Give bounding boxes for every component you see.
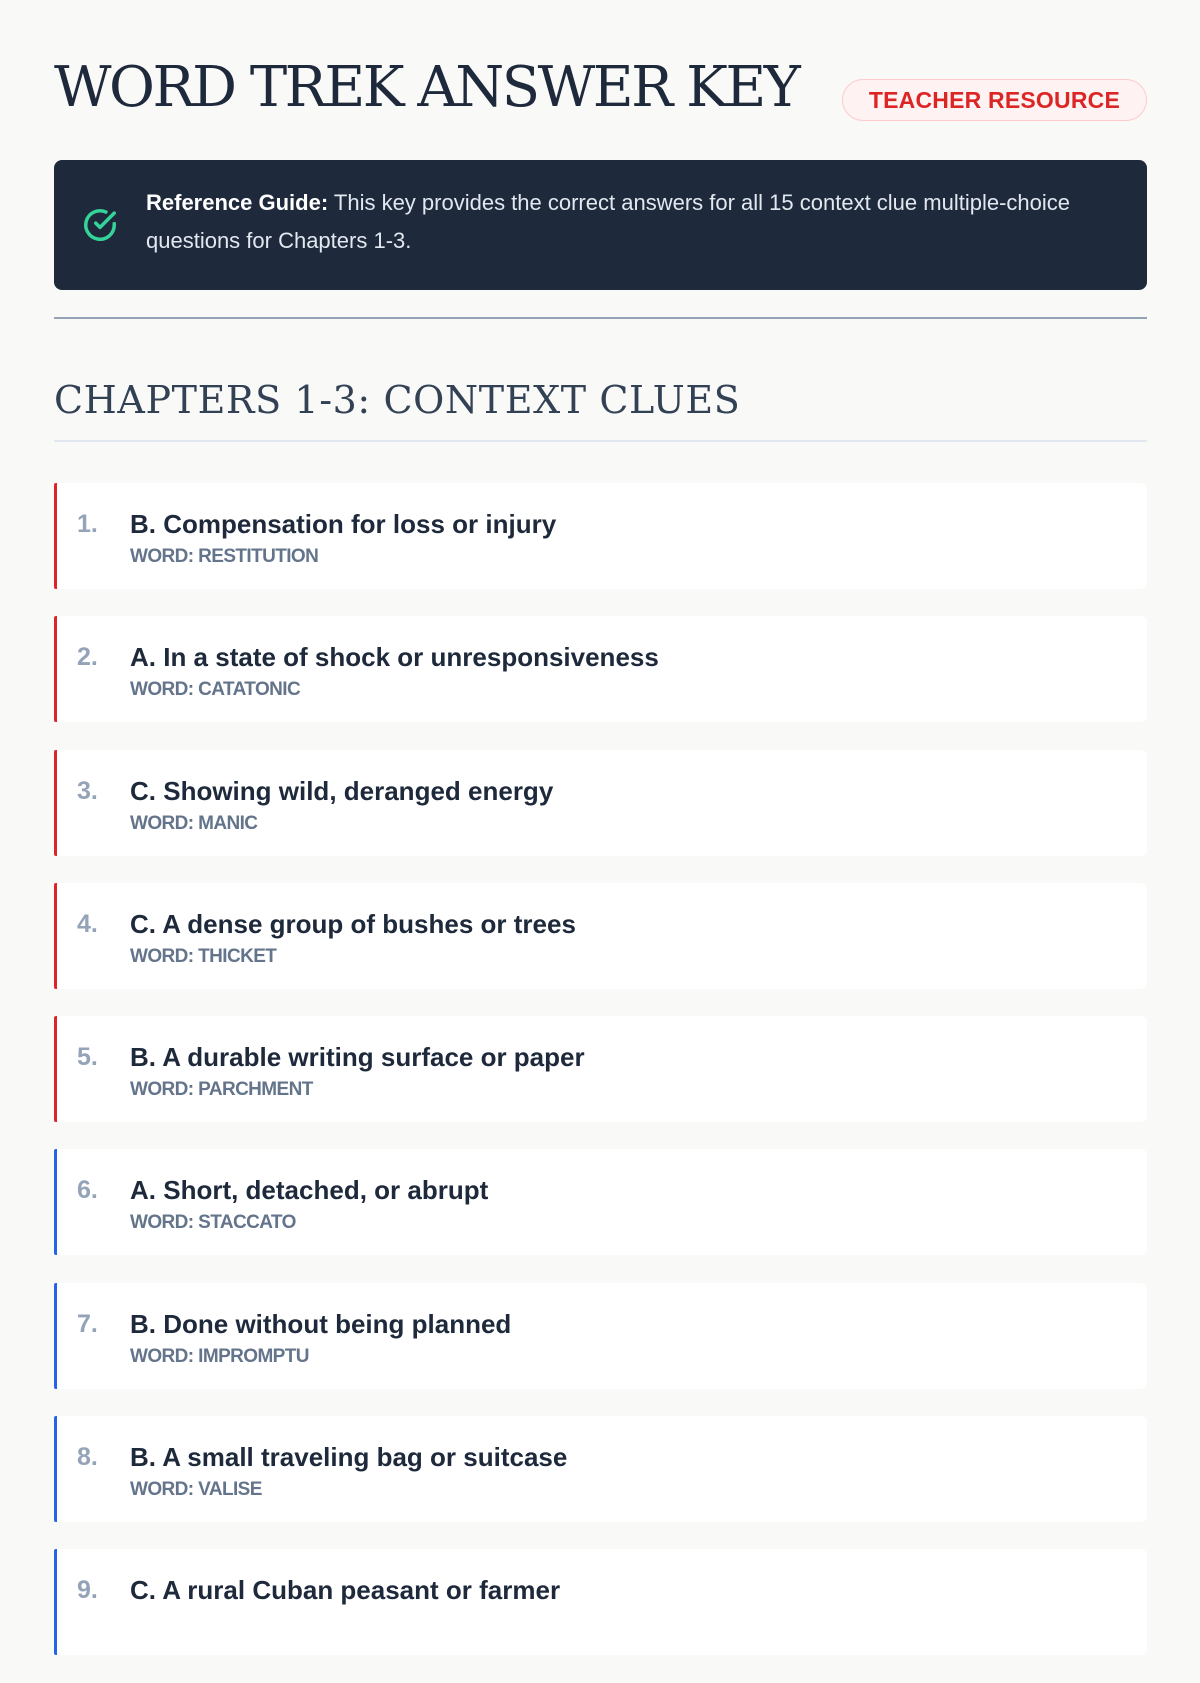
answer-item — [54, 1549, 1147, 1655]
answer-number: 8. — [77, 1443, 98, 1472]
reference-guide-banner — [54, 160, 1147, 290]
answer-item — [54, 1016, 1147, 1122]
answer-list — [54, 483, 1147, 1683]
answer-text: C. A dense group of bushes or trees — [130, 908, 576, 939]
reference-guide-label: Reference Guide: — [146, 190, 329, 215]
answer-number: 3. — [77, 776, 98, 805]
answer-number: 2. — [77, 643, 98, 672]
vocabulary-word: WORD: VALISE — [130, 1479, 262, 1501]
answer-text: B. Done without being planned — [130, 1308, 512, 1339]
answer-item — [54, 1283, 1147, 1389]
section-title: CHAPTERS 1-3: CONTEXT CLUES — [54, 378, 741, 422]
answer-number: 4. — [77, 909, 98, 938]
vocabulary-word: WORD: IMPROMPTU — [130, 1345, 309, 1367]
vocabulary-word: WORD: STACCATO — [130, 1212, 296, 1234]
answer-text: B. Compensation for loss or injury — [130, 509, 557, 539]
vocabulary-word: WORD: MANIC — [130, 812, 258, 834]
answer-text: C. A rural Cuban peasant or farmer — [130, 1575, 561, 1606]
answer-item — [54, 1416, 1147, 1522]
reference-guide-text — [146, 184, 1121, 260]
page-header — [54, 0, 1147, 160]
answer-item — [54, 1149, 1147, 1255]
reference-guide-description: This key provides the correct answers for all 15 context clue multiple-choice questions for Chapters 1-3. — [146, 190, 1070, 253]
answer-number: 6. — [77, 1176, 98, 1205]
answer-number: 7. — [77, 1309, 98, 1338]
section-rule — [54, 440, 1147, 442]
answer-text: C. Showing wild, deranged energy — [130, 775, 554, 806]
answer-item — [54, 883, 1147, 989]
answer-key-page — [54, 0, 1147, 1606]
answer-text: A. In a state of shock or unresponsiveness — [130, 642, 659, 673]
page-title: WORD TREK ANSWER KEY — [54, 55, 799, 120]
teacher-resource-badge: TEACHER RESOURCE — [842, 79, 1147, 121]
answer-text: B. A small traveling bag or suitcase — [130, 1442, 568, 1473]
vocabulary-word: WORD: PARCHMENT — [130, 1079, 313, 1101]
check-circle-icon — [81, 206, 119, 244]
answer-text: B. A durable writing surface or paper — [130, 1042, 585, 1073]
answer-number: 1. — [77, 510, 98, 538]
answer-item — [54, 483, 1147, 589]
vocabulary-word: WORD: CATATONIC — [130, 679, 301, 701]
vocabulary-word: WORD: RESTITUTION — [130, 546, 319, 567]
answer-number: 5. — [77, 1043, 98, 1072]
answer-number: 9. — [77, 1576, 98, 1605]
answer-item — [54, 750, 1147, 856]
answer-item — [54, 616, 1147, 722]
vocabulary-word: WORD: THICKET — [130, 945, 277, 967]
answer-text: A. Short, detached, or abrupt — [130, 1175, 489, 1206]
header-divider — [54, 317, 1147, 319]
